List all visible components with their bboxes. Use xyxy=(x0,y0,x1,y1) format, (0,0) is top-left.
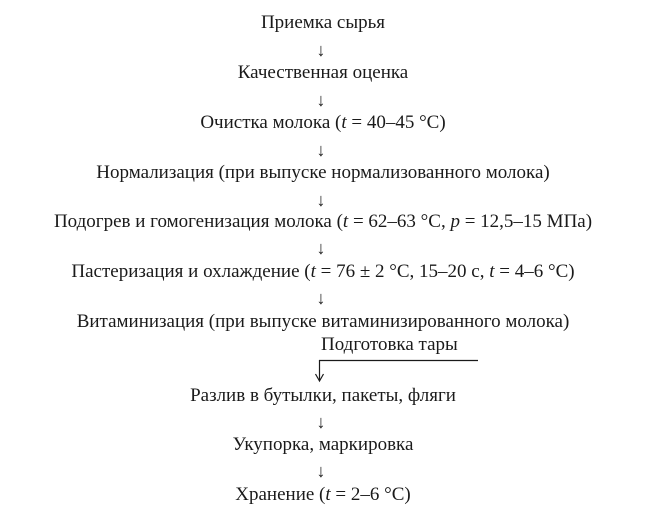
step-vitaminization: Витаминизация (при выпуске витаминизированного молока) xyxy=(76,311,570,332)
step-normalization: Нормализация (при выпуске нормализованного молока) xyxy=(96,162,550,183)
down-arrow-icon: ↓ xyxy=(316,461,326,481)
step-quality-assessment: Качественная оценка xyxy=(237,62,409,83)
step-capping-labeling: Укупорка, маркировка xyxy=(232,434,414,455)
step-raw-material-acceptance: Приемка сырья xyxy=(260,12,386,33)
down-arrow-icon: ↓ xyxy=(316,140,326,160)
side-input-arrowhead-icon xyxy=(316,374,324,381)
step-storage: Хранение (t = 2–6 °С) xyxy=(235,484,411,505)
step-milk-cleaning: Очистка молока (t = 40–45 °С) xyxy=(200,112,446,133)
side-input-container-preparation: Подготовка тары xyxy=(321,334,458,355)
down-arrow-icon: ↓ xyxy=(316,238,326,258)
step-heating-homogenization: Подогрев и гомогенизация молока (t = 62–63 °С, p = 12,5–15 МПа) xyxy=(53,211,593,232)
down-arrow-icon: ↓ xyxy=(316,190,326,210)
down-arrow-icon: ↓ xyxy=(316,288,326,308)
down-arrow-icon: ↓ xyxy=(316,90,326,110)
step-pasteurization-cooling: Пастеризация и охлаждение (t = 76 ± 2 °С, 15–20 с, t = 4–6 °С) xyxy=(71,261,575,282)
down-arrow-icon: ↓ xyxy=(316,40,326,60)
down-arrow-icon: ↓ xyxy=(316,412,326,432)
step-bottling: Разлив в бутылки, пакеты, фляги xyxy=(190,385,456,406)
